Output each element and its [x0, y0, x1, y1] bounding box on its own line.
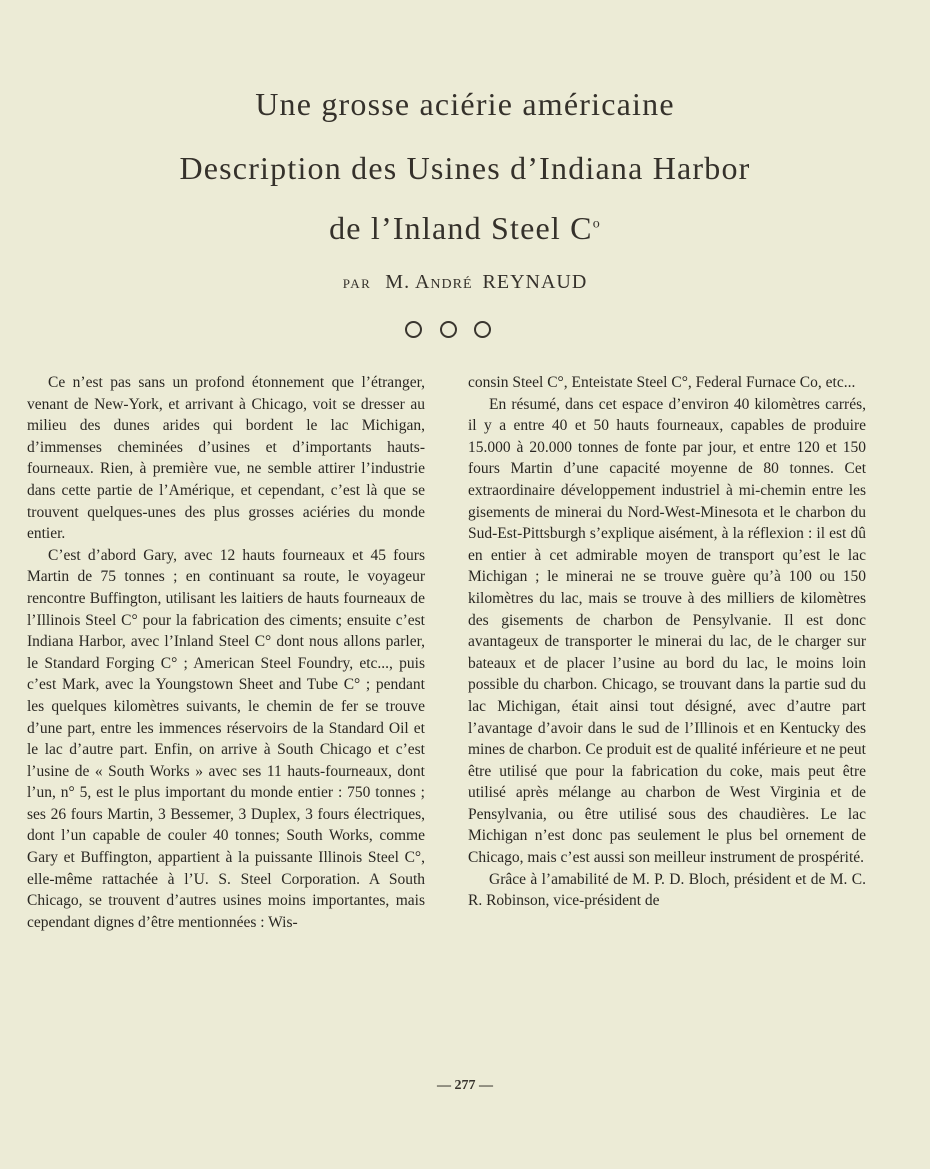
byline: [0, 271, 930, 294]
circle-icon: [474, 321, 491, 338]
paragraph: Grâce à l’amabilité de M. P. D. Bloch, président et de M. C. R. Robinson, vice-président de: [468, 870, 866, 910]
right-column: [468, 372, 866, 912]
page-number: — 277 —: [437, 1078, 493, 1093]
paragraph: Ce n’est pas sans un profond étonnement que l’étranger, venant de New-York, et arrivant à Chicago, voit se dresser au milieu des dunes arides qui bordent le lac Michigan, d’immenses cheminées d’usines et d’importants hauts-fourneaux. Rien, à première vue, ne semble attirer l’industrie dans cette partie de l’Amérique, et cependant, c’est là que se trouvent quelques-unes des plus grosses aciéries du monde entier.: [27, 374, 425, 543]
paragraph: En résumé, dans cet espace d’environ 40 kilomètres carrés, il y a entre 40 et 50 hauts fourneaux, capables de produire 15.000 à 20.000 tonnes de fonte par jour, et entre 120 et 150 fours Martin d’une capacité moyenne de 80 tonnes. Cet extraordinaire développement industriel à mi-chemin entre les gisements de minerai du Nord-West-Minesota et le charbon du Sud-Est-Pittsburgh s’explique aisément, à la réflexion : il est dû en entier à cet admirable moyen de transport qu’est le lac Michigan ; le minerai ne se trouve guère qu’à 100 ou 150 kilomètres du lac, mais se trouve à des milliers de kilomètres des gisements de charbon de Pensylvanie. Il est donc avantageux de transporter le minerai du lac, de le charger sur bateaux et de placer l’usine au bord du lac, le moins loin possible du charbon. Chicago, se trouvant dans la partie sud du lac Michigan, était ainsi tout désigné, avec d’autre part l’avantage d’avoir dans le sud de l’Illinois et en Kentucky des mines de charbon. Ce produit est de qualité inférieure et ne peut être utilisé que pour la fabrication du coke, mais peut être utilisé après mélange au charbon de West Virginia et de Pensylvania, ou être utilisé sous des chaudières. Le lac Michigan n’est donc pas seulement le plus bel ornement de Chicago, mais c’est aussi son meilleur instrument de prospérité.: [468, 395, 866, 867]
author-surname: REYNAUD: [482, 271, 588, 293]
author-name: M. André: [385, 271, 473, 293]
title-superscript: o: [592, 216, 601, 232]
title-line-3: [0, 210, 930, 247]
circle-icon: [440, 321, 457, 338]
paragraph-continued: consin Steel C°, Enteistate Steel C°, Federal Furnace Co, etc...: [468, 374, 856, 391]
title-line-1: Une grosse aciérie américaine: [255, 86, 675, 122]
three-circles-ornament-icon: [405, 319, 491, 339]
title-line-3-text: de l’Inland Steel C: [329, 210, 593, 246]
left-column: [27, 372, 425, 933]
title-line-2: Description des Usines d’Indiana Harbor: [179, 150, 751, 186]
circle-icon: [405, 321, 422, 338]
byline-prefix: PAR: [342, 276, 372, 291]
paragraph: C’est d’abord Gary, avec 12 hauts fourneaux et 45 fours Martin de 75 tonnes ; en continuant sa route, le voyageur rencontre Buffington, utilisant les laitiers de hauts fourneaux de l’Illinois Steel C° pour la fabrication des ciments; ensuite c’est Indiana Harbor, avec l’Inland Steel C° dont nous allons parler, le Standard Forging C° ; American Steel Foundry, etc..., puis c’est Mark, avec la Youngstown Sheet and Tube C° ; pendant les quelques kilomètres suivants, le chemin de fer se trouve d’une part, entre les immences réservoirs de la Standard Oil et le lac d’autre part. Enfin, on arrive à South Chicago et c’est l’usine de « South Works » avec ses 11 hauts-fourneaux, dont l’un, n° 5, est le plus important du monde entier : 750 tonnes ; ses 26 fours Martin, 3 Bessemer, 3 Duplex, 3 fours électriques, dont l’un capable de couler 40 tonnes; South Works, comme Gary et Buffington, appartient à la puissante Illinois Steel C°, elle-même rattachée à l’U. S. Steel Corporation. A South Chicago, se trouvent d’autres usines moins importantes, mais cependant dignes d’être mentionnées : Wis-: [27, 546, 425, 931]
